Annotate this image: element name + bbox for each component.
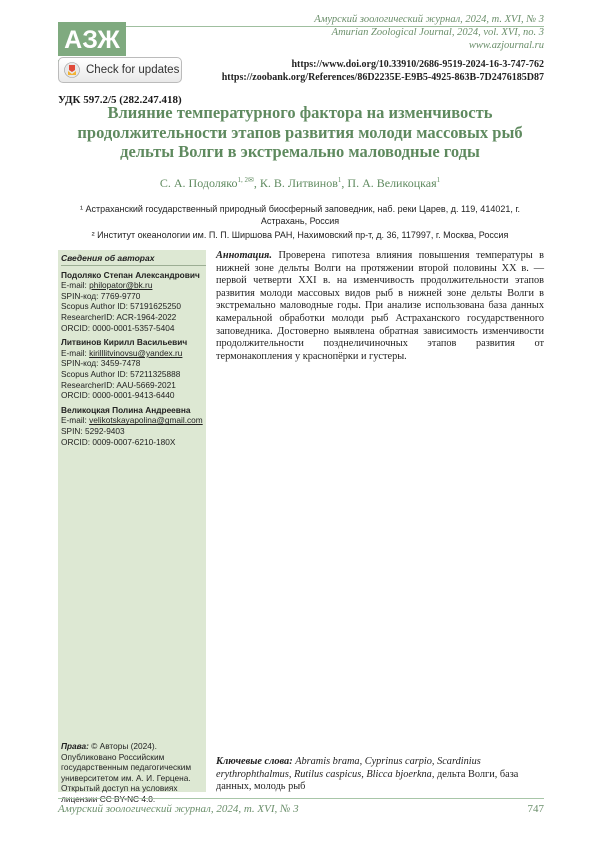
author-card-line: Scopus Author ID: 57211325888 (61, 368, 181, 379)
author-3-affil: 1 (436, 176, 441, 184)
keywords-species: Abramis brama, Cyprinus carpio, Scardinius erythrophthalmus, Rutilus caspicus, Blicca bjoerkna (216, 756, 481, 780)
author-list: С. А. Подоляко$^{1, 2✉}$, К. В. Литвинов$^1$, П. А. Великоцкая$^1$ (159, 176, 441, 190)
page-number: 747 (527, 803, 544, 815)
author-card-line: ResearcherID: ACR-1964-2022 (61, 311, 177, 322)
crossmark-icon (64, 62, 80, 78)
email-link[interactable]: kirilllitvinovsu@yandex.ru (89, 347, 183, 358)
author-card-name: Литвинов Кирилл Васильевич (61, 337, 188, 348)
footer-divider (58, 798, 544, 799)
keywords-rest: , дельта Волги, база данных, молодь рыб (216, 768, 519, 793)
author-card-email-row (61, 280, 206, 291)
author-card-email-row (61, 348, 206, 359)
author-card-line: ResearcherID: AAU-5669-2021 (61, 379, 176, 390)
author-card-3 (61, 405, 206, 447)
author-2-affil: 1 (337, 176, 342, 184)
author-card-line: ORCID: 0000-0001-9413-6440 (61, 390, 175, 401)
identifiers (222, 58, 544, 84)
journal-logo (58, 22, 126, 56)
email-link[interactable]: velikotskayapolina@gmail.com (89, 415, 203, 426)
author-card-line: SPIN: 5292-9403 (61, 425, 125, 436)
author-1-affil: 1, 2✉ (237, 176, 254, 184)
author-info-heading: Сведения об авторах (61, 253, 206, 266)
author-card-email-row (61, 415, 206, 426)
doi-link[interactable]: https://www.doi.org/10.33910/2686-9519-2024-16-3-747-762 (291, 59, 544, 70)
rights-text: © Авторы (2024). Опубликовано Российским государственным педагогическим университетом им. А. И. Герцена. Открытый доступ на условиях (61, 741, 192, 794)
journal-info (314, 13, 544, 52)
journal-name-en: Amurian Zoological Journal, 2024, vol. XVI, no. 3 (331, 27, 544, 38)
keywords-label: Ключевые слова: (216, 756, 293, 767)
svg-text:АЗЖ: АЗЖ (64, 26, 120, 54)
abstract (216, 250, 544, 363)
author-card-line: SPIN-код: 7769-9770 (61, 290, 141, 301)
affiliation-1: ¹ Астраханский государственный природный биосферный заповедник, наб. реки Царев, д. 119, 414021, г. Астрахань, Россия (79, 204, 521, 226)
zoobank-link[interactable]: https://zoobank.org/References/86D2235E-E9B5-4925-863B-7D2476185D87 (221, 72, 544, 83)
journal-website[interactable]: www.azjournal.ru (468, 40, 544, 51)
author-card-name: Подоляко Степан Александрович (61, 269, 200, 280)
check-for-updates-button[interactable] (58, 57, 182, 83)
author-card-name: Великоцкая Полина Андреевна (61, 404, 191, 415)
journal-name-ru: Амурский зоологический журнал, 2024, т. XVI, № 3 (314, 14, 544, 25)
author-3[interactable]: П. А. Великоцкая (347, 176, 437, 190)
email-link[interactable]: philopator@bk.ru (89, 280, 153, 291)
author-card-line: ORCID: 0009-0007-6210-180X (61, 436, 176, 447)
author-card-line: Scopus Author ID: 57191625250 (61, 301, 181, 312)
email-label: E-mail: (61, 347, 90, 358)
author-card-line: SPIN-код: 3459-7478 (61, 358, 141, 369)
email-label: E-mail: (61, 415, 90, 426)
author-card-2 (61, 337, 206, 401)
footer-journal: Амурский зоологический журнал, 2024, т. XVI, № 3 (58, 803, 299, 815)
rights-notice (61, 741, 206, 805)
email-label: E-mail: (61, 280, 90, 291)
author-card-1 (61, 270, 206, 334)
author-1[interactable]: С. А. Подоляко (159, 176, 238, 190)
keywords (216, 756, 544, 794)
affiliation-2: ² Институт океанологии им. П. П. Ширшова РАН, Нахимовский пр-т, д. 36, 117997, г. Москва, Россия (91, 230, 509, 240)
affiliations (62, 204, 538, 245)
author-card-line: ORCID: 0000-0001-5357-5404 (61, 322, 175, 333)
rights-label: Права: (61, 741, 89, 751)
udc-code: УДК 597.2/5 (282.247.418) (58, 94, 182, 106)
abstract-text: Проверена гипотеза влияния повышения температуры в нижней зоне дельты Волги на протяжении второй половины XX в. — первой четверти XXI в. на изменчивость продолжительности этапов развития молоди массовых видов рыб в нижней зоне дельты Волги в экстремально маловодные годы. При анализе использована база данных камеральной обработки молоди рыб Астраханского государственного заповедника. Достоверно выявлена обратная зависимость изменчивости продолжительности позднеличиночных этапов развития от термонакопления у краснопёрки и густеры. (216, 250, 544, 362)
check-for-updates-label: Check for updates (86, 64, 180, 76)
author-2[interactable]: К. В. Литвинов (259, 176, 338, 190)
author-info-content (61, 253, 206, 451)
abstract-label: Аннотация. (216, 250, 272, 261)
article-title: Влияние температурного фактора на изменчивость продолжительности этапов развития молоди массовых рыб дельты Волги в экстремально маловодные годы (77, 103, 523, 161)
